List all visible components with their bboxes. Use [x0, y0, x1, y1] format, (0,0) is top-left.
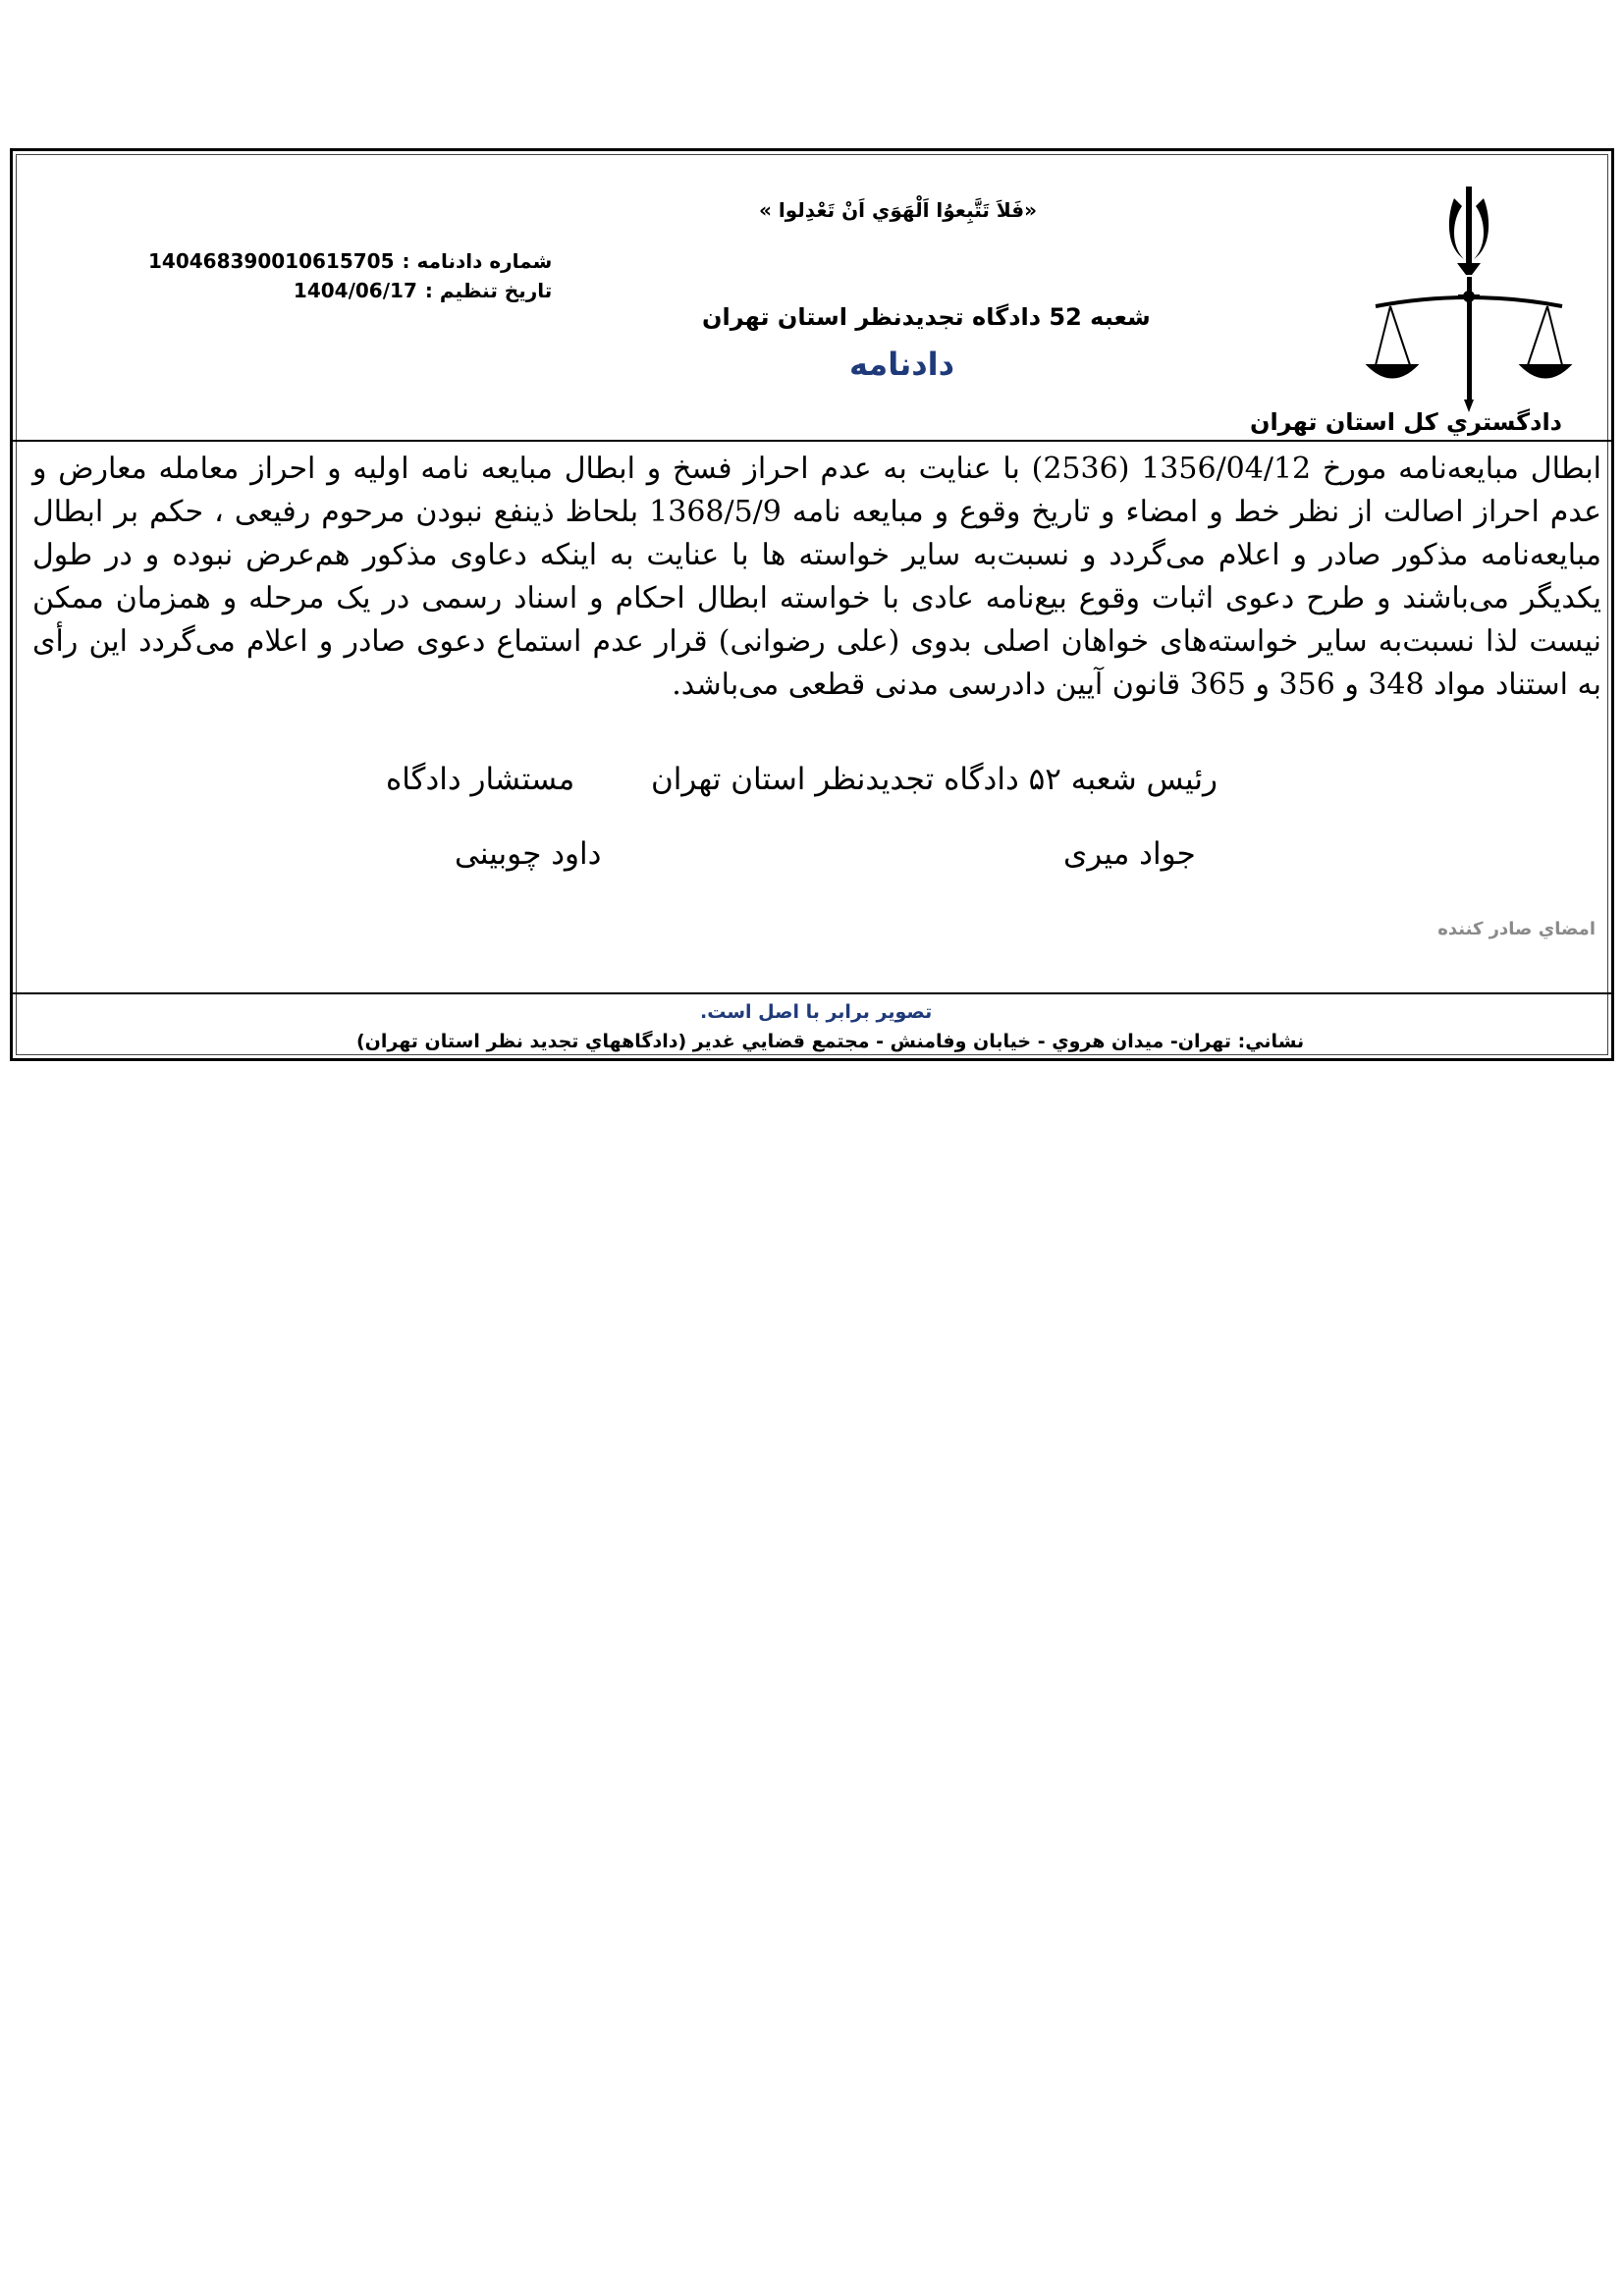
- verdict-document-frame: [10, 148, 1614, 1061]
- judiciary-emblem-icon: [1356, 169, 1582, 414]
- court-address: نشاني: تهران- ميدان هروي - خيابان وفامنش - مجتمع قضايي غدير (دادگاههاي تجديد نظر استان تهران): [356, 1031, 1305, 1052]
- verdict-meta: [148, 246, 552, 305]
- signature-role-counselor: مستشار دادگاه: [386, 762, 575, 797]
- date-label: تاریخ تنظیم :: [424, 279, 553, 302]
- organization-name: دادگستري كل استان تهران: [1249, 408, 1562, 436]
- document-title: دادنامه: [849, 346, 955, 383]
- signature-name-counselor: داود چوبینی: [455, 836, 602, 872]
- footer-divider: [13, 992, 1611, 994]
- date-value: 1404/06/17: [293, 279, 417, 302]
- header-divider: [13, 440, 1611, 442]
- certified-copy-note: تصوير برابر با اصل است.: [700, 1001, 933, 1023]
- verdict-number: 140468390010615705: [148, 249, 395, 273]
- verdict-number-label: شماره دادنامه :: [402, 249, 553, 273]
- verdict-number-row: [148, 246, 552, 276]
- quran-verse: «فَلاَ تَتَّبِعوُا اَلْهَوَي اَنْ تَعْدِلوا »: [759, 198, 1038, 222]
- signature-name-chief: جواد میری: [1063, 836, 1196, 872]
- date-row: [148, 276, 552, 305]
- court-branch: شعبه 52 دادگاه تجدیدنظر استان تهران: [702, 303, 1151, 331]
- verdict-body-text: ابطال مبایعه‌نامه مورخ 1356/04/12 (2536) با عنایت به عدم احراز فسخ و ابطال مبایعه نامه اولیه و احراز معامله معارض و عدم احراز اصالت از نظر خط و امضاء و تاریخ وقوع و مبایعه نامه 1368/5/9 بلحاظ ذینفع نبودن مرحوم رفیعی ، حکم بر ابطال مبایعه‌نامه مذکور صادر و اعلام می‌گردد و نسبت‌به سایر خواسته ها با عنایت به اینکه دعاوی مذکور هم‌عرض نبوده و در طول یکدیگر می‌باشند و طرح دعوی اثبات وقوع بیع‌نامه عادی با خواسته ابطال احکام و اسناد رسمی در یک مرحله و همزمان ممکن نیست لذا نسبت‌به سایر خواسته‌های خواهان اصلی بدوی (علی رضوانی) قرار عدم استماع دعوی صادر و اعلام می‌گردد این رأی به استناد مواد 348 و 356 و 365 قانون آیین دادرسی مدنی قطعی می‌باشد.: [32, 452, 1602, 702]
- signature-role-chief: رئیس شعبه ۵۲ دادگاه تجدیدنظر استان تهران: [651, 762, 1218, 797]
- issuer-signature-label: امضاي صادر كننده: [1437, 919, 1596, 939]
